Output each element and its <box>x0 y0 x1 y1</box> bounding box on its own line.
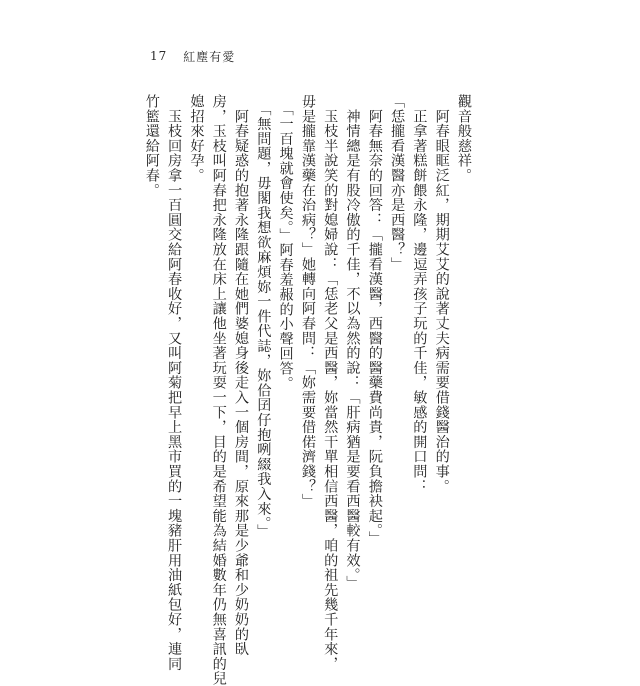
text-line: 觀音般慈祥。 <box>456 94 472 183</box>
text-line: 神情總是有股冷傲的千佳，不以為然的說：「肝病猶是要看西醫較有效。」 <box>344 94 361 591</box>
text-line: 「恁攏看漢醫亦是西醫？」 <box>389 94 406 272</box>
page-header <box>150 48 235 64</box>
text-line: 阿春無奈的回答：「攏看漢醫，西醫的醫藥費尚貴，阮負擔袂起。」 <box>366 94 383 546</box>
text-line: 玉枝回房拿一百圓交給阿春收好，又叫阿菊把早上黑市買的一塊豬肝用油紙包好，連同 <box>166 94 183 672</box>
text-line: 阿春眼眶泛紅，期期艾艾的說著丈夫病需要借錢醫治的事。 <box>433 94 450 494</box>
page-number: 17 <box>150 49 168 63</box>
text-line: 毋是攏靠漢藥在治病？」她轉向阿春問：「妳需要借偌濟錢？」 <box>299 94 316 509</box>
text-line: 竹籃還給阿春。 <box>143 94 160 198</box>
text-line: 房，玉枝叫阿春把永隆放在床上讓他坐著玩耍一下，目的是希望能為結婚數年仍無喜訊的兒 <box>210 94 227 686</box>
text-line: 「一百塊就會使矣。」阿春羞赧的小聲回答。 <box>277 94 294 391</box>
vertical-text-body <box>143 94 475 686</box>
text-line: 玉枝半說笑的對媳婦說：「恁老父是西醫，妳當然干單相信西醫，咱的祖先幾千年來， <box>322 94 339 672</box>
text-line: 阿春疑惑的抱著永隆跟隨在她們婆媳身後走入一個房間，原來那是少爺和少奶奶的臥 <box>233 94 250 657</box>
text-line: 正拿著糕餅餵永隆，邊逗弄孩子玩的千佳，敏感的開口問： <box>411 94 428 494</box>
running-title: 紅塵有愛 <box>183 49 236 64</box>
text-line: 「無問題，毋閣我想欲麻煩妳一件代誌，妳佮囝仔抱咧綴我入來。」 <box>255 94 272 539</box>
text-line: 媳招來好孕。 <box>188 94 205 183</box>
